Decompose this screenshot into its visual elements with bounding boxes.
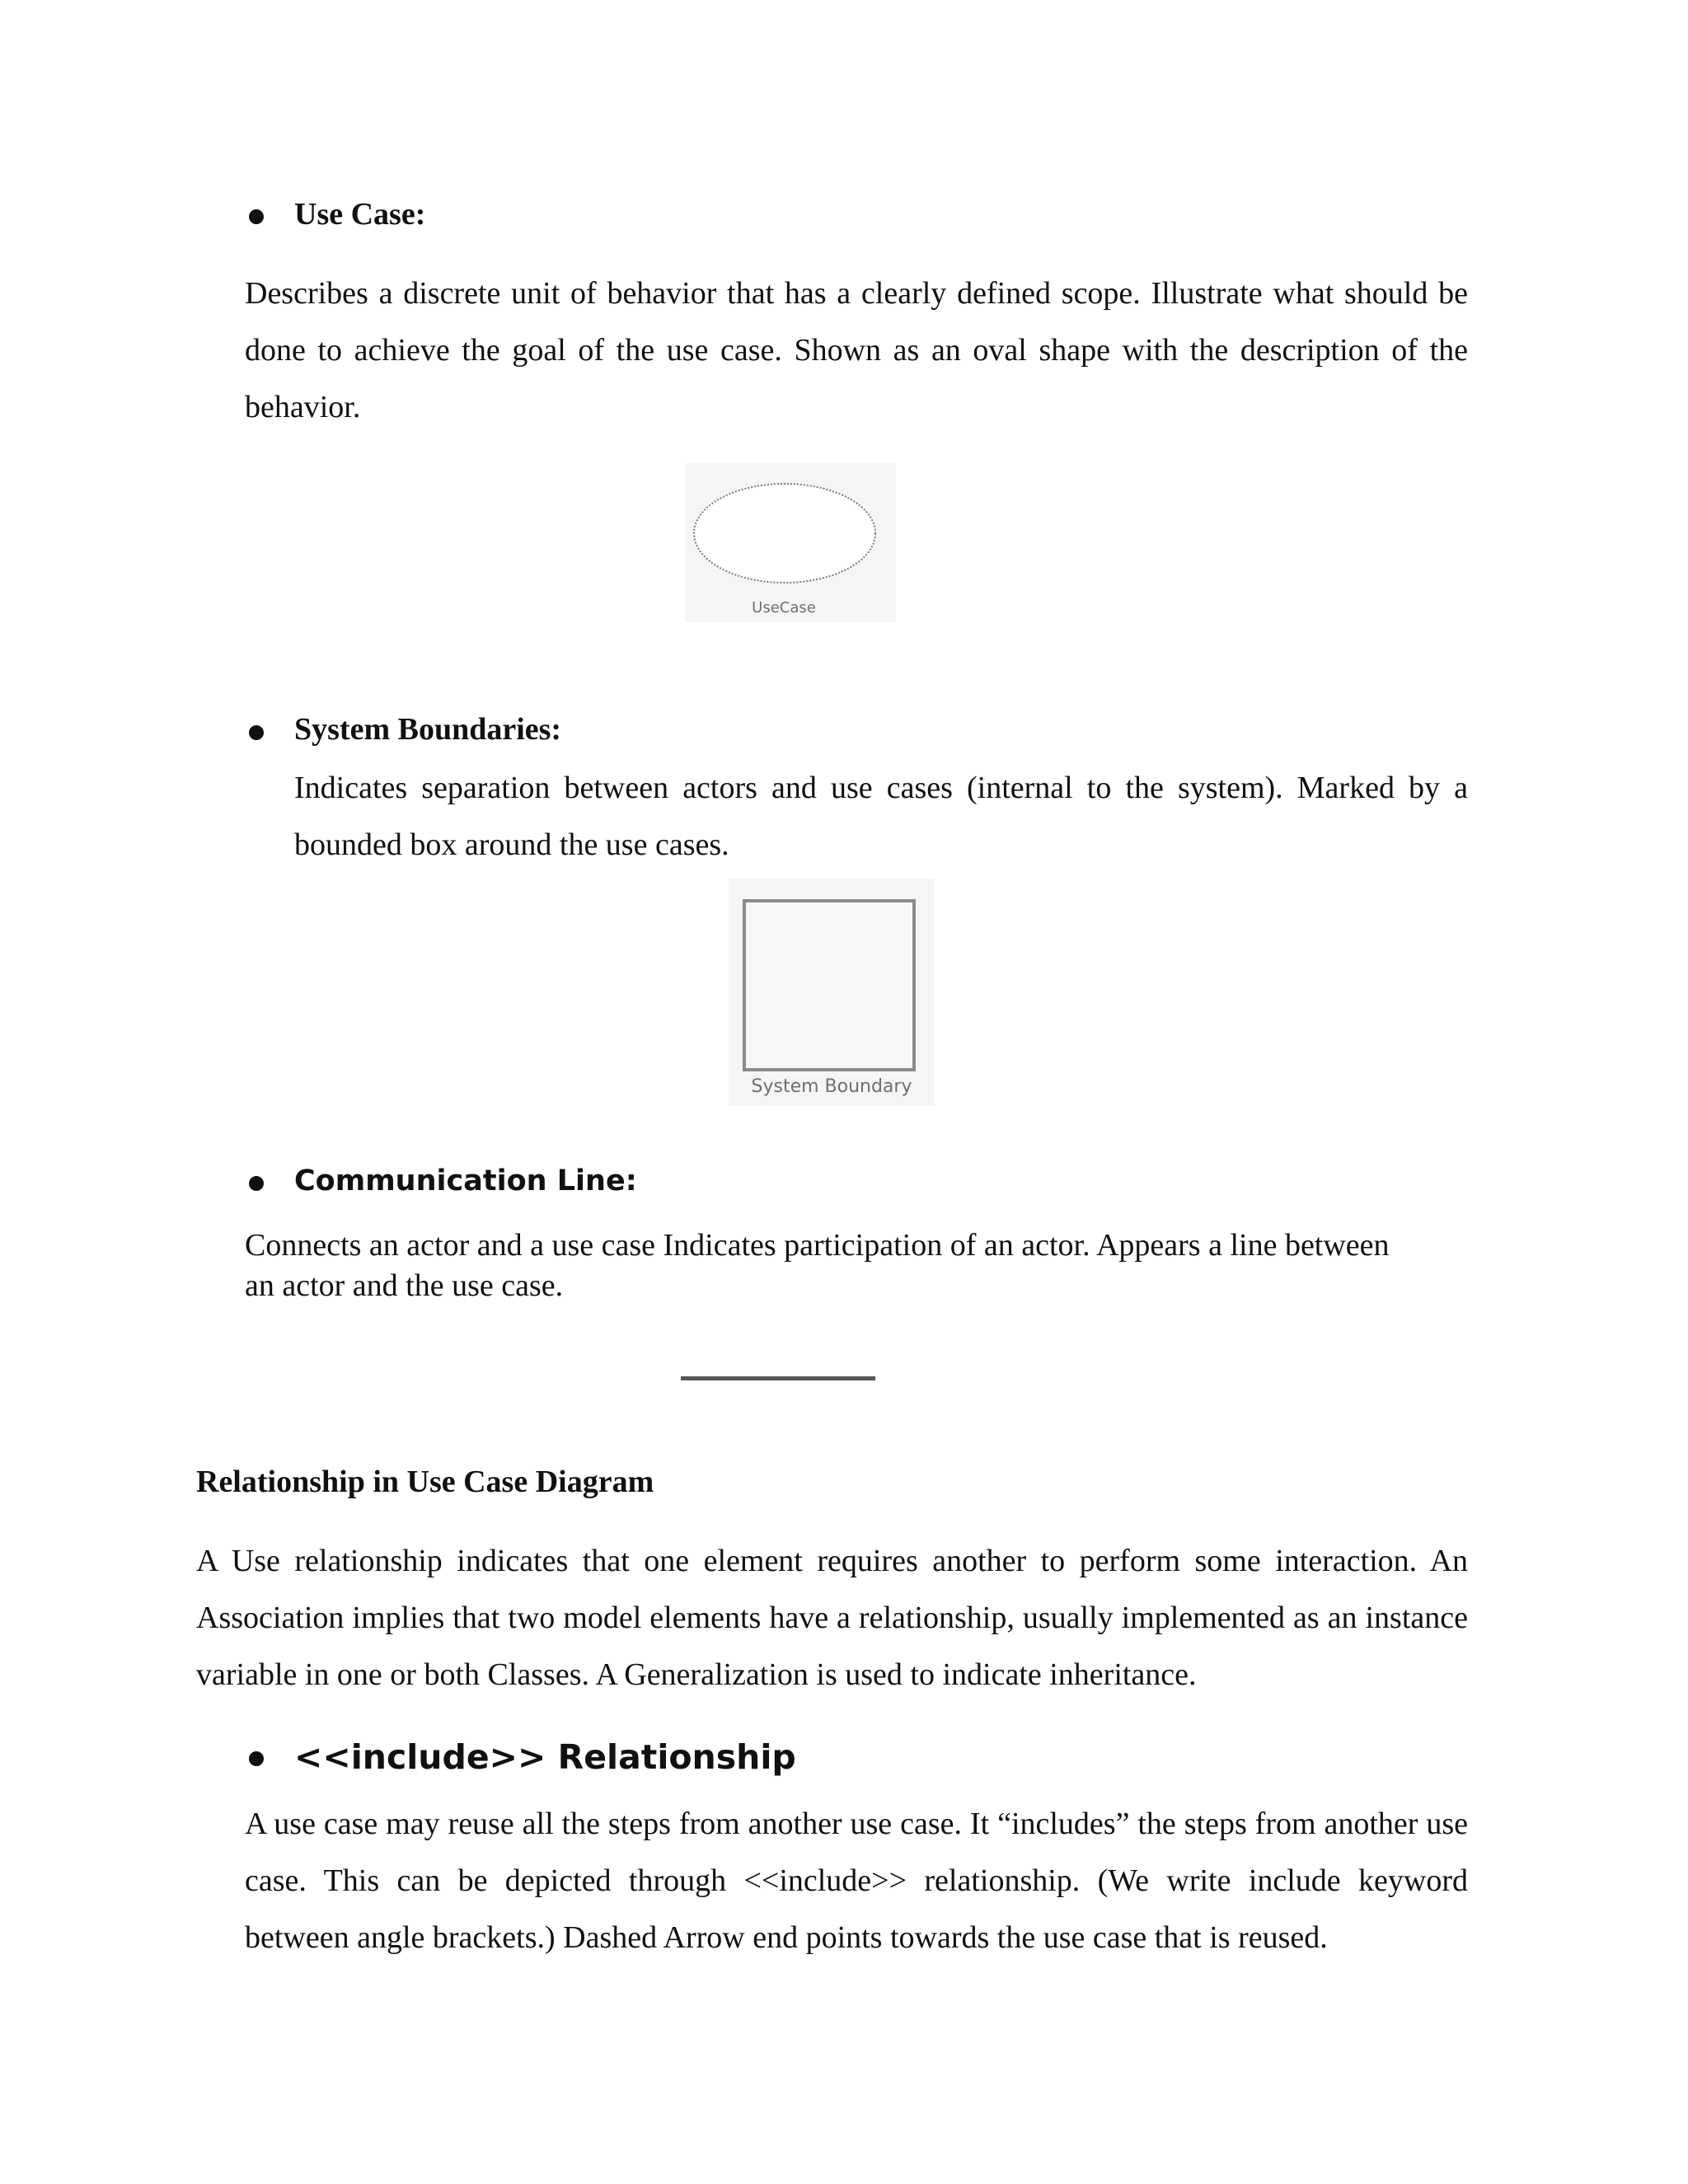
use-case-figure-label: UseCase <box>752 599 816 616</box>
use-case-figure <box>685 463 896 622</box>
bullet-use-case <box>249 209 264 224</box>
communication-line-description-line1: Connects an actor and a use case Indicates participation of an actor. Appears a line between <box>245 1228 1390 1263</box>
bullet-include-relationship <box>249 1751 264 1766</box>
system-boundary-figure-label: System Boundary <box>751 1076 912 1097</box>
system-boundaries-description: Indicates separation between actors and use cases (internal to the system). Marked by a bounded box around the use cases. <box>294 771 1468 862</box>
communication-line-heading: Communication Line: <box>294 1165 637 1197</box>
relationship-description: A Use relationship indicates that one element requires another to perform some interaction. An Association implies that two model elements have a relationship, usually implemented as an instance variable in one or both Classes. A Generalization is used to indicate inheritance. <box>196 1544 1468 1692</box>
relationship-heading: Relationship in Use Case Diagram <box>196 1465 654 1499</box>
system-boundaries-heading: System Boundaries: <box>294 712 562 747</box>
system-boundary-box-icon <box>729 879 935 1106</box>
include-relationship-heading: <<include>> Relationship <box>294 1737 796 1777</box>
communication-line-description-line2: an actor and the use case. <box>245 1268 564 1303</box>
include-relationship-description: A use case may reuse all the steps from another use case. It “includes” the steps from another use case. This can be depicted through <<include>> relationship. (We write include keyword between angle brackets.) Dashed Arrow end points towards the use case that is reused. <box>245 1807 1468 1955</box>
system-boundary-figure <box>729 879 935 1106</box>
use-case-heading: Use Case: <box>294 197 426 232</box>
bullet-communication-line <box>249 1176 264 1191</box>
communication-line-sample <box>681 1376 875 1380</box>
use-case-description: Describes a discrete unit of behavior that has a clearly defined scope. Illustrate what should be done to achieve the goal of the use case. Shown as an oval shape with the description of the behavior. <box>245 276 1468 424</box>
bullet-system-boundaries <box>249 725 264 740</box>
